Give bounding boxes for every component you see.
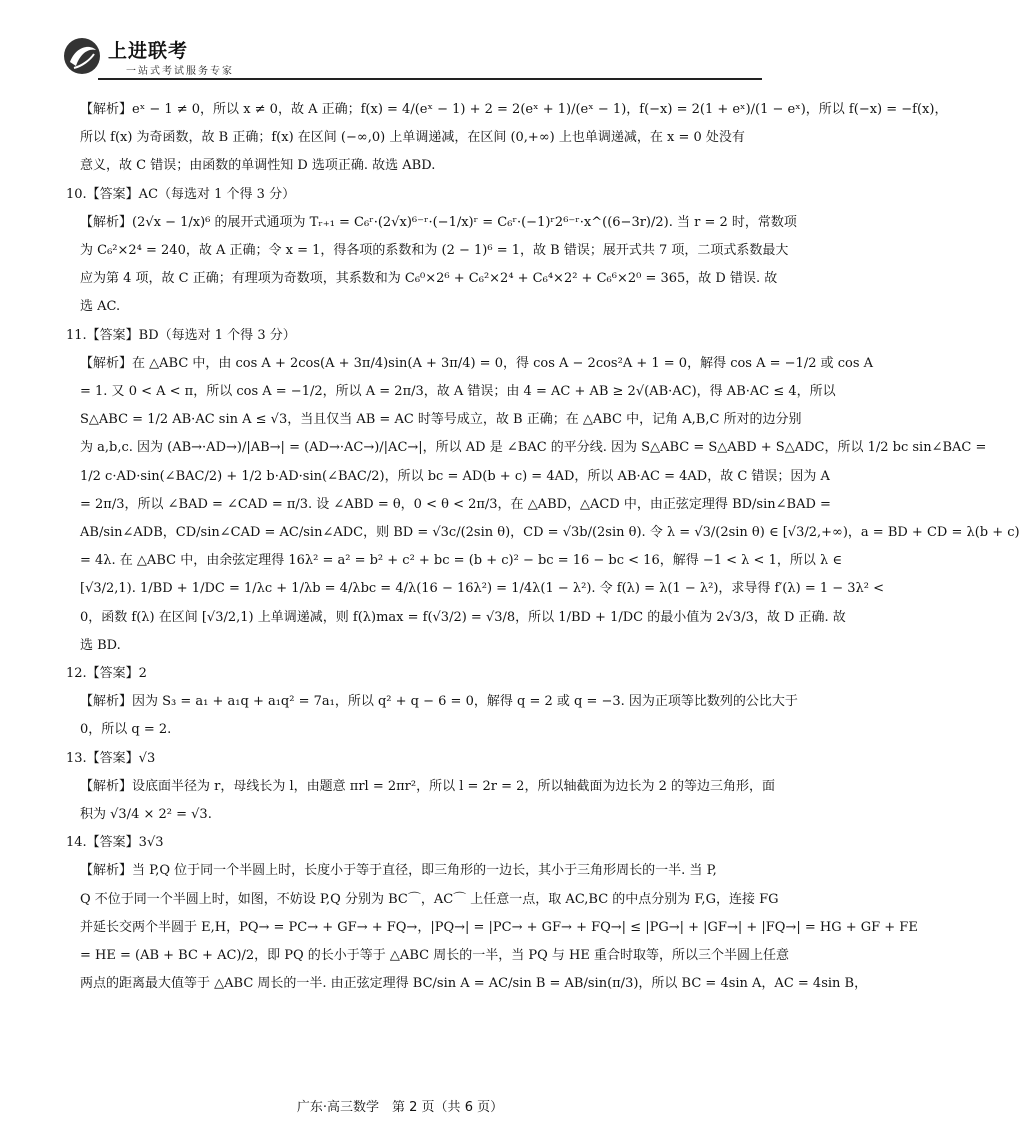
text-line: 选 AC. <box>80 299 121 315</box>
text-line: 【解析】设底面半径为 r，母线长为 l，由题意 πrl = 2πr²，所以 l = 2r = 2，所以轴截面为边长为 2 的等边三角形，面 <box>80 778 775 794</box>
text-line: 14.【答案】3√3 <box>66 835 164 851</box>
text-line: 两点的距离最大值等于 △ABC 周长的一半. 由正弦定理得 BC/sin A = AC/sin B = AB/sin(π/3)，所以 BC = 4sin A，AC = 4sin B， <box>80 976 868 992</box>
text-line: 应为第 4 项，故 C 正确；有理项为奇数项，其系数和为 C₆⁰×2⁶ + C₆²×2⁴ + C₆⁴×2² + C₆⁶×2⁰ = 365，故 D 错误. 故 <box>80 271 778 287</box>
text-line: 积为 √3/4 × 2² = √3. <box>80 807 212 823</box>
text-line: 13.【答案】√3 <box>66 750 156 766</box>
text-line: 11.【答案】BD（每选对 1 个得 3 分） <box>66 327 296 343</box>
header-rule <box>98 78 762 80</box>
logo-icon <box>62 36 102 76</box>
text-line: 1/2 c·AD·sin(∠BAC/2) + 1/2 b·AD·sin(∠BAC/2)，所以 bc = AD(b + c) = 4AD，所以 AB·AC = 4AD，故 C 错误；因为 A <box>80 468 830 484</box>
text-line: 0，所以 q = 2. <box>80 722 172 738</box>
brand-slogan: 一站式考试服务专家 <box>126 66 234 77</box>
text-line: 12.【答案】2 <box>66 666 147 682</box>
text-line: [√3/2,1). 1/BD + 1/DC = 1/λc + 1/λb = 4/λbc = 4/λ(16 − 16λ²) = 1/4λ(1 − λ²). 令 f(λ) = λ(1 − λ²)，求导得 f′(λ) = 1 − 3λ² < <box>80 581 885 597</box>
text-line: 10.【答案】AC（每选对 1 个得 3 分） <box>66 186 296 202</box>
text-line: 为 C₆²×2⁴ = 240，故 A 正确；令 x = 1，得各项的系数和为 (2 − 1)⁶ = 1，故 B 错误；展开式共 7 项，二项式系数最大 <box>80 243 789 259</box>
page-header <box>62 34 762 82</box>
text-line: 并延长交两个半圆于 E,H，PQ→ = PC→ + GF→ + FQ→，|PQ→| = |PC→ + GF→ + FQ→| ≤ |PG→| + |GF→| + |FQ→| = HG + GF + FE <box>80 919 918 935</box>
text-line: 【解析】(2√x − 1/x)⁶ 的展开式通项为 Tᵣ₊₁ = C₆ʳ·(2√x)⁶⁻ʳ·(−1/x)ʳ = C₆ʳ·(−1)ʳ2⁶⁻ʳ·x^((6−3r)/2). 当 r = 2 时，常数项 <box>80 214 797 230</box>
text-line: S△ABC = 1/2 AB·AC sin A ≤ √3，当且仅当 AB = AC 时等号成立，故 B 正确；在 △ABC 中，记角 A,B,C 所对的边分别 <box>80 412 802 428</box>
text-line: = 4λ. 在 △ABC 中，由余弦定理得 16λ² = a² = b² + c² + bc = (b + c)² − bc = 16 − bc < 16，解得 −1 < λ < 1，所以 λ ∈ <box>80 553 842 569</box>
text-line: 【解析】eˣ − 1 ≠ 0，所以 x ≠ 0，故 A 正确；f(x) = 4/(eˣ − 1) + 2 = 2(eˣ + 1)/(eˣ − 1)，f(−x) = 2(1 + eˣ)/(1 − eˣ)，所以 f(−x) = −f(x)， <box>80 102 948 117</box>
text-line: 【解析】因为 S₃ = a₁ + a₁q + a₁q² = 7a₁，所以 q² + q − 6 = 0，解得 q = 2 或 q = −3. 因为正项等比数列的公比大于 <box>80 694 798 710</box>
brand-name: 上进联考 <box>108 40 189 62</box>
text-line: = HE = (AB + BC + AC)/2，即 PQ 的长小于等于 △ABC 周长的一半，当 PQ 与 HE 重合时取等，所以三个半圆上任意 <box>80 948 789 964</box>
page-footer: 广东·高三数学 第 2 页（共 6 页） <box>296 1100 504 1115</box>
text-line: 【解析】当 P,Q 位于同一个半圆上时，长度小于等于直径，即三角形的一边长，其小于三角形周长的一半. 当 P, <box>80 863 717 879</box>
text-line: = 2π/3，所以 ∠BAD = ∠CAD = π/3. 设 ∠ABD = θ，0 < θ < 2π/3，在 △ABD，△ACD 中，由正弦定理得 BD/sin∠BAD = <box>80 496 831 512</box>
text-line: 所以 f(x) 为奇函数，故 B 正确；f(x) 在区间 (−∞,0) 上单调递减，在区间 (0,+∞) 上也单调递减，在 x = 0 处没有 <box>80 130 745 146</box>
text-line: 意义，故 C 错误；由函数的单调性知 D 选项正确. 故选 ABD. <box>80 158 436 174</box>
text-line: Q 不位于同一个半圆上时，如图，不妨设 P,Q 分别为 BC⌒，AC⌒ 上任意一点，取 AC,BC 的中点分别为 F,G，连接 FG <box>80 891 779 907</box>
text-line: 0，函数 f(λ) 在区间 [√3/2,1) 上单调递减，则 f(λ)max = f(√3/2) = √3/8，所以 1/BD + 1/DC 的最小值为 2√3/3，故 D 正确. 故 <box>80 609 846 625</box>
text-line: 【解析】在 △ABC 中，由 cos A + 2cos(A + 3π/4)sin(A + 3π/4) = 0，得 cos A − 2cos²A + 1 = 0，解得 cos A = −1/2 或 cos A <box>80 355 874 371</box>
solution-text <box>66 96 1020 999</box>
text-line: = 1. 又 0 < A < π，所以 cos A = −1/2，所以 A = 2π/3，故 A 错误；由 4 = AC + AB ≥ 2√(AB·AC)，得 AB·AC ≤ 4，所以 <box>80 384 836 400</box>
text-line: 选 BD. <box>80 637 121 653</box>
text-line: AB/sin∠ADB，CD/sin∠CAD = AC/sin∠ADC，则 BD = √3c/(2sin θ)，CD = √3b/(2sin θ). 令 λ = √3/(2sin θ) ∈ [√3/2,+∞)，a = BD + CD = λ(b + c) <box>80 525 1020 541</box>
text-line: 为 a,b,c. 因为 (AB→·AD→)/|AB→| = (AD→·AC→)/|AC→|，所以 AD 是 ∠BAC 的平分线. 因为 S△ABC = S△ABD + S△ADC，所以 1/2 bc sin∠BAC = <box>80 440 987 456</box>
